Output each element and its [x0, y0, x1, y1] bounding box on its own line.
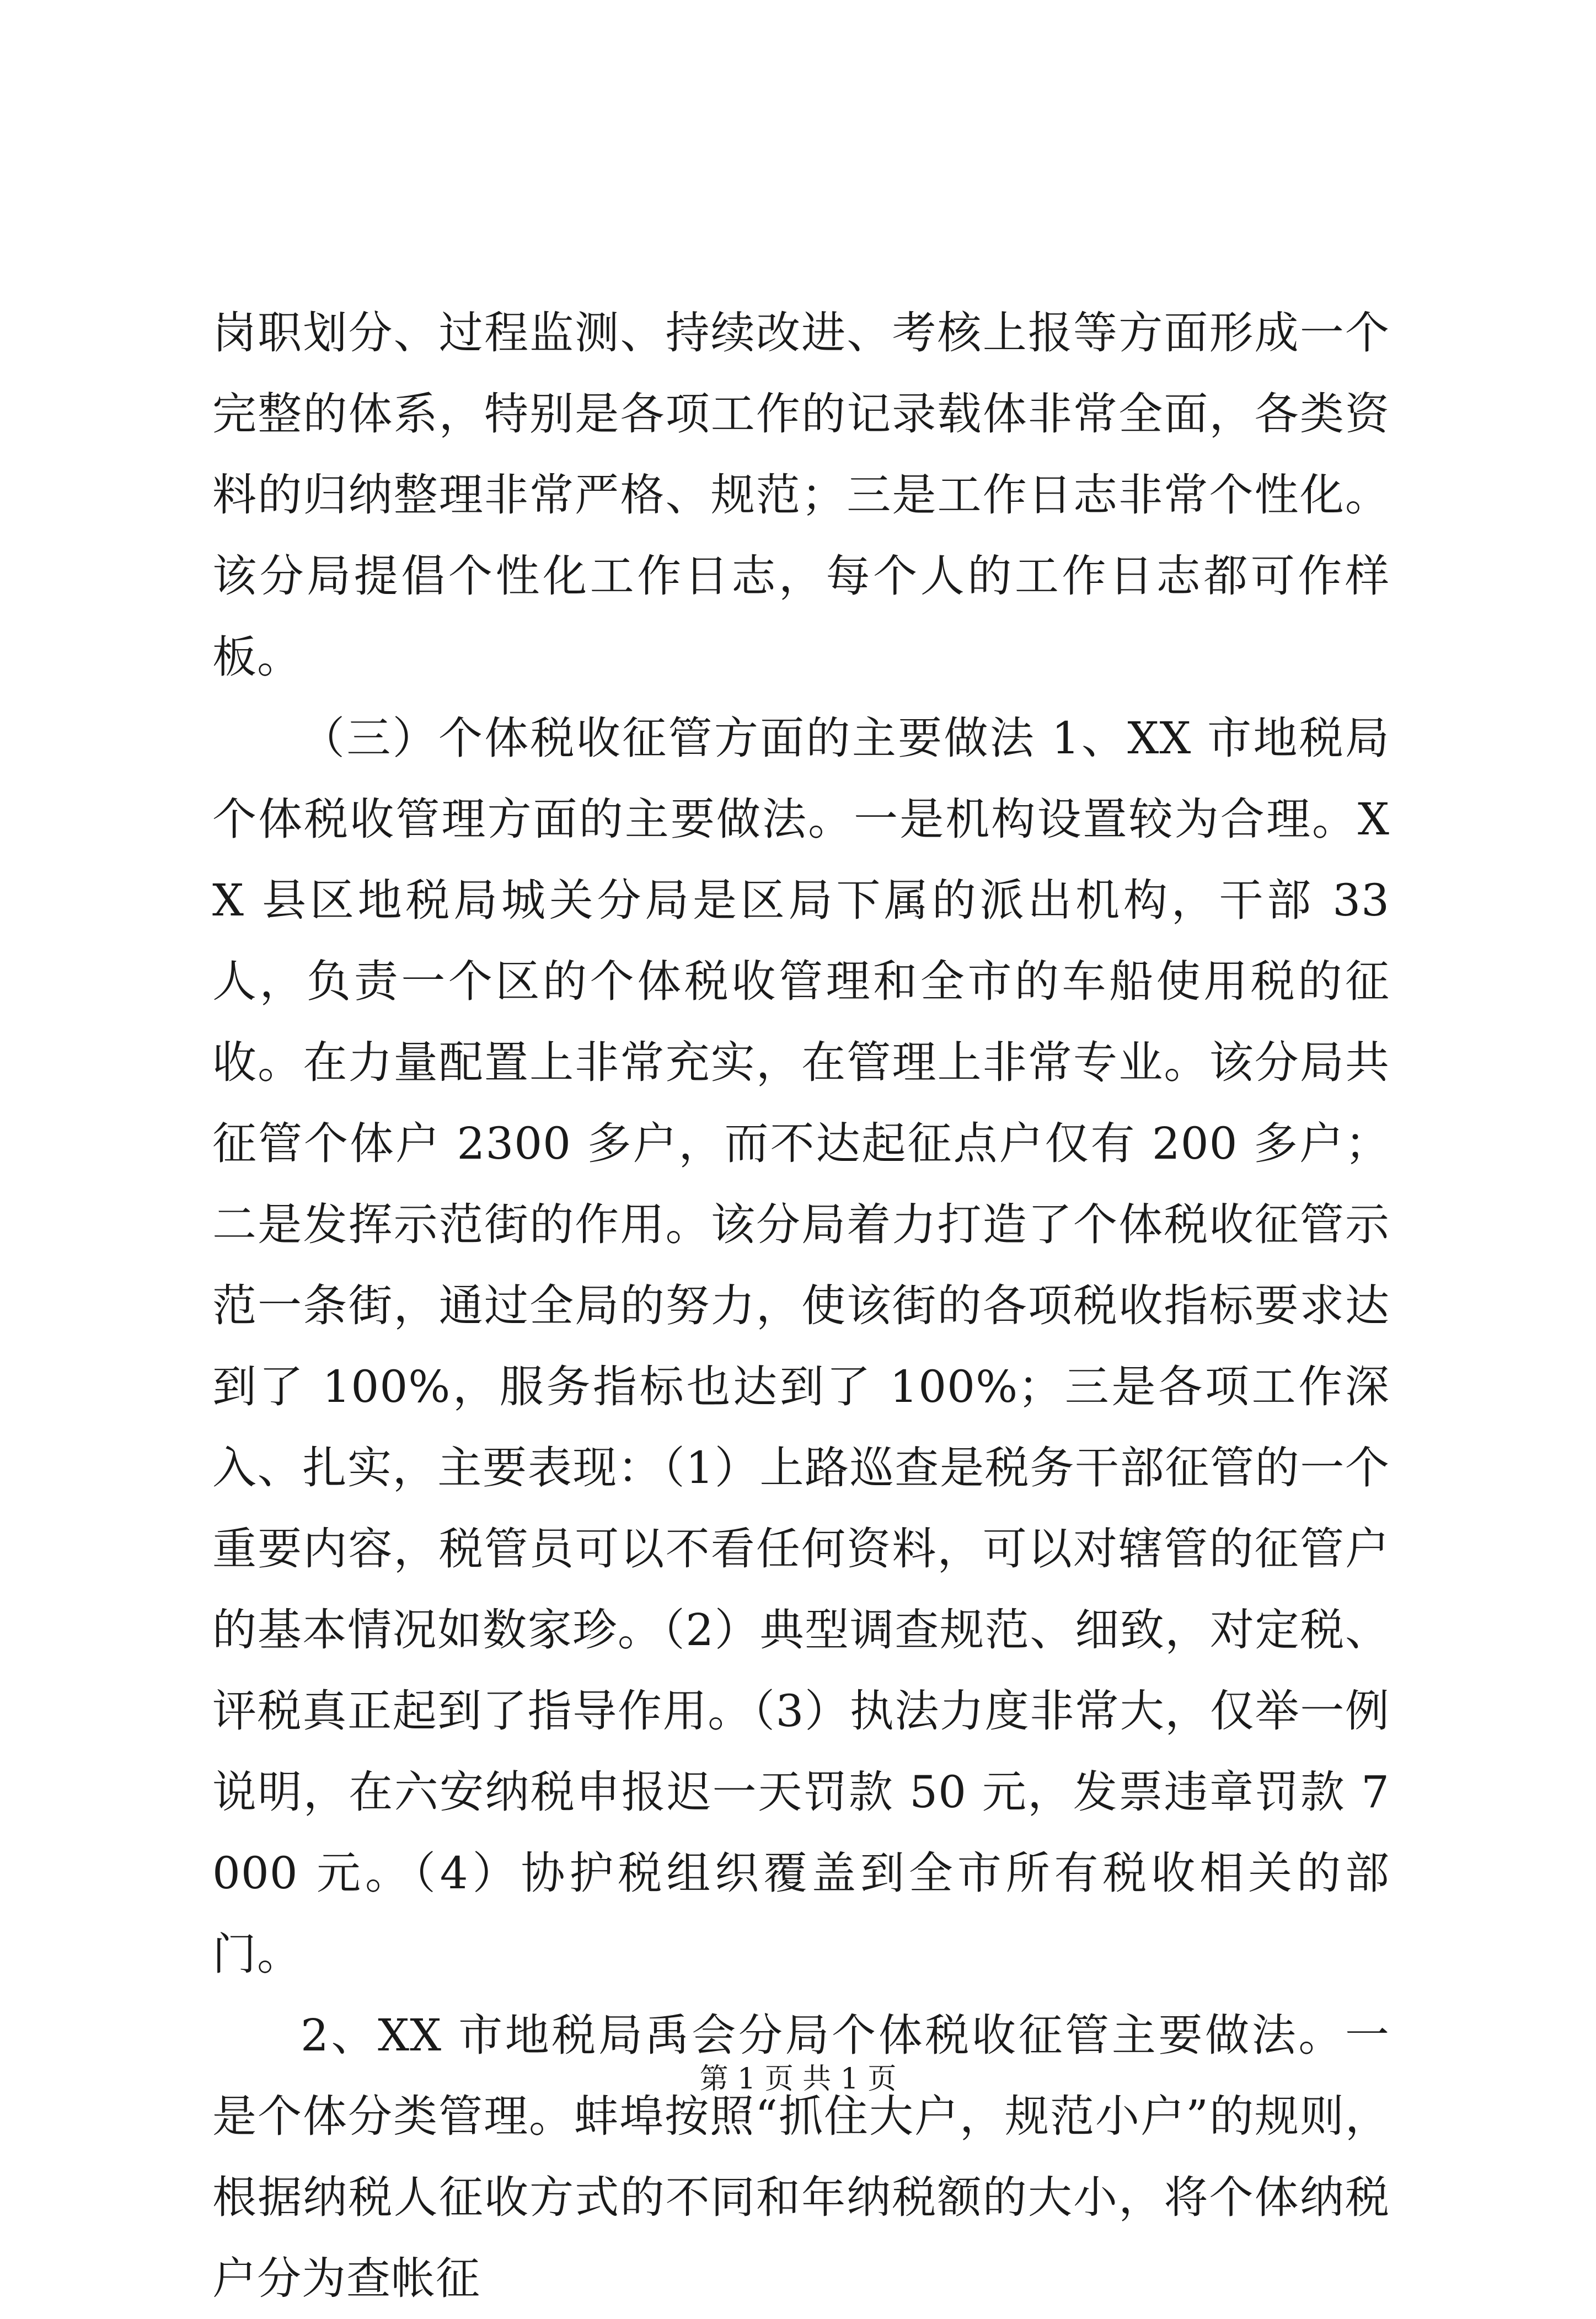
page-footer: 第 1 页 共 1 页: [699, 2063, 897, 2096]
paragraph-continuation: 岗职划分、过程监测、持续改进、考核上报等方面形成一个完整的体系，特别是各项工作的记录载体非常全面，各类资料的归纳整理非常严格、规范；三是工作日志非常个性化。该分局提倡个性化工作日志，每个人的工作日志都可作样板。: [212, 307, 1390, 683]
paragraph-section-three: （三）个体税收征管方面的主要做法 1、XX 市地税局个体税收管理方面的主要做法。一是机构设置较为合理。XX 县区地税局城关分局是区局下属的派出机构，干部 33 人，负责一个区的个体税收管理和全市的车船使用税的征收。在力量配置上非常充实，在管理上非常专业。该分局共征管个体户 2300 多户，而不达起征点户仅有 200 多户；二是发挥示范街的作用。该分局着力打造了个体税收征管示范一条街，通过全局的努力，使该街的各项税收指标要求达到了 100%，服务指标也达到了 100%；三是各项工作深入、扎实，主要表现：（1）上路巡查是税务干部征管的一个重要内容，税管员可以不看任何资料，可以对辖管的征管户的基本情况如数家珍。（2）典型调查规范、细致，对定税、评税真正起到了指导作用。（3）执法力度非常大，仅举一例说明，在六安纳税申报迟一天罚款 50 元，发票违章罚款 7000 元。（4）协护税组织覆盖到全市所有税收相关的部门。: [212, 713, 1390, 1980]
paragraph-item-two: 2、XX 市地税局禹会分局个体税收征管主要做法。一是个体分类管理。蚌埠按照“抓住大户，规范小户”的规则，根据纳税人征收方式的不同和年纳税额的大小，将个体纳税户分为查帐征: [212, 2010, 1390, 2304]
document-body: [212, 292, 1390, 2319]
